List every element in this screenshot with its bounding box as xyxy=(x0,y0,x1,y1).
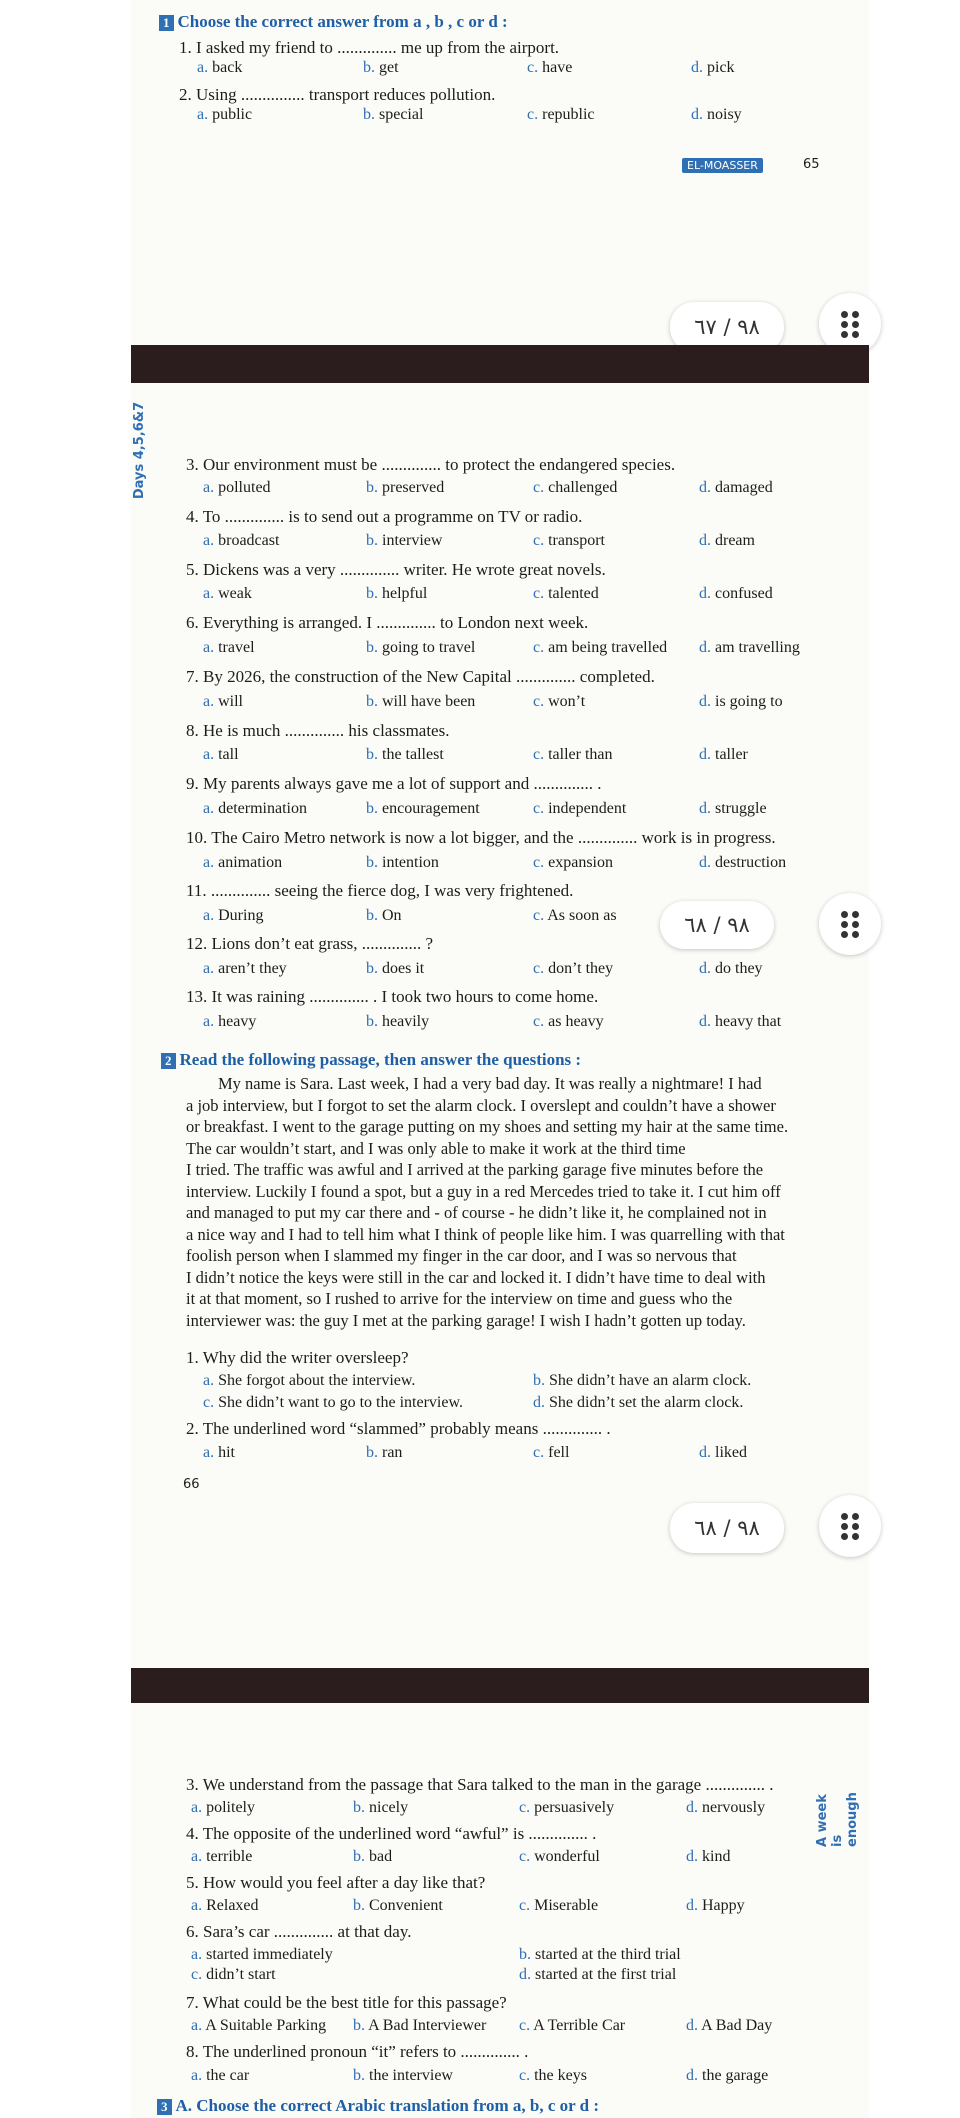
option-6b: b. going to travel xyxy=(366,639,476,656)
option-3b: b. nicely xyxy=(353,1799,409,1816)
option-4a: a. broadcast xyxy=(203,532,280,549)
option-3d: d. damaged xyxy=(699,479,773,496)
page-indicator: ٩٨ / ٦٨ xyxy=(660,901,774,949)
passage-line: My name is Sara. Last week, I had a very bad day. It was really a nightmare! I had xyxy=(218,1074,762,1093)
option-4a: a. terrible xyxy=(191,1848,253,1865)
option-2b: b. special xyxy=(363,106,424,123)
option-12b: b. does it xyxy=(366,960,425,977)
option-8c: c. taller than xyxy=(533,746,613,763)
option-8d: d. the garage xyxy=(686,2067,769,2084)
option-p1d: d. She didn’t set the alarm clock. xyxy=(533,1394,744,1411)
option-5b: b. helpful xyxy=(366,585,428,602)
option-9d: d. struggle xyxy=(699,800,767,817)
page-number: 66 xyxy=(183,1477,200,1492)
passage-line: The car wouldn’t start, and I was only able to make it work at the third time xyxy=(186,1138,686,1158)
passage-line: interview. Luckily I found a spot, but a guy in a red Mercedes tried to take it. I cut him off xyxy=(186,1181,781,1201)
question-9: 9. My parents always gave me a lot of support and .............. . xyxy=(186,774,602,793)
option-7b: b. will have been xyxy=(366,693,476,710)
option-1d: d. pick xyxy=(691,59,735,76)
option-6a: a. started immediately xyxy=(191,1946,333,1963)
option-6d: d. am travelling xyxy=(699,639,800,656)
option-p2a: a. hit xyxy=(203,1444,235,1461)
more-options-button[interactable] xyxy=(819,1495,881,1557)
question-2: 2. Using ............... transport reduces pollution. xyxy=(179,85,496,104)
option-6a: a. travel xyxy=(203,639,255,656)
question-4: 4. The opposite of the underlined word “awful” is .............. . xyxy=(186,1824,597,1843)
option-13b: b. heavily xyxy=(366,1013,430,1030)
option-10b: b. intention xyxy=(366,854,439,871)
question-6: 6. Everything is arranged. I .............. to London next week. xyxy=(186,613,589,632)
page-67 xyxy=(131,1703,869,2118)
option-2c: c. republic xyxy=(527,106,595,123)
option-4d: d. kind xyxy=(686,1848,731,1865)
option-9b: b. encouragement xyxy=(366,800,480,817)
option-7c: c. A Terrible Car xyxy=(519,2017,626,2034)
question-8: 8. The underlined pronoun “it” refers to .............. . xyxy=(186,2042,529,2061)
option-4d: d. dream xyxy=(699,532,755,549)
option-7d: d. is going to xyxy=(699,693,783,710)
side-label: Days 4,5,6&7 xyxy=(132,401,148,500)
option-p2b: b. ran xyxy=(366,1444,403,1461)
option-12a: a. aren’t they xyxy=(203,960,287,977)
option-6c: c. didn’t start xyxy=(191,1966,276,1983)
option-11b: b. On xyxy=(366,907,402,924)
option-8a: a. the car xyxy=(191,2067,250,2084)
passage-line: foolish person when I slammed my finger in the car door, and I was so nervous that xyxy=(186,1246,737,1265)
reading-passage xyxy=(186,1073,836,1331)
option-6b: b. started at the third trial xyxy=(519,1946,681,1963)
option-8b: b. the interview xyxy=(353,2067,453,2084)
passage-line: a nice way and I had to tell him what I think of people like him. I was quarrelling with that xyxy=(186,1224,785,1244)
option-10c: c. expansion xyxy=(533,854,613,871)
publisher-logo: EL-MOASSER xyxy=(682,158,763,173)
page-indicator: ٩٨ / ٦٨ xyxy=(670,1503,784,1553)
question-3: 3. Our environment must be .............. to protect the endangered species. xyxy=(186,455,676,474)
option-8a: a. tall xyxy=(203,746,239,763)
option-8c: c. the keys xyxy=(519,2067,587,2084)
page-number: 65 xyxy=(803,157,820,172)
passage-question-1: 1. Why did the writer oversleep? xyxy=(186,1348,409,1367)
option-2a: a. public xyxy=(197,106,253,123)
passage-line: I tried. The traffic was awful and I arrived at the parking garage five minutes before the xyxy=(186,1160,764,1179)
option-7c: c. won’t xyxy=(533,693,586,710)
page-indicator: ٩٨ / ٦٧ xyxy=(670,302,784,352)
option-11a: a. During xyxy=(203,907,264,924)
option-8b: b. the tallest xyxy=(366,746,444,763)
option-1b: b. get xyxy=(363,59,399,76)
passage-question-2: 2. The underlined word “slammed” probably means .............. . xyxy=(186,1419,611,1438)
option-p1a: a. She forgot about the interview. xyxy=(203,1372,416,1389)
question-1: 1. I asked my friend to .............. me up from the airport. xyxy=(179,38,560,57)
option-1a: a. back xyxy=(197,59,243,76)
option-12c: c. don’t they xyxy=(533,960,614,977)
option-13c: c. as heavy xyxy=(533,1013,604,1030)
page-65 xyxy=(131,0,869,345)
option-3c: c. persuasively xyxy=(519,1799,615,1816)
option-9c: c. independent xyxy=(533,800,627,817)
option-3a: a. politely xyxy=(191,1799,255,1816)
option-p2d: d. liked xyxy=(699,1444,747,1461)
passage-line: or breakfast. I went to the garage putting on my shoes and setting my hair at the same time. xyxy=(186,1117,789,1136)
question-4: 4. To .............. is to send out a programme on TV or radio. xyxy=(186,507,583,526)
page-separator xyxy=(131,345,869,383)
section-3-heading: 3 A. Choose the correct Arabic translation from a, b, c or d : xyxy=(157,2096,599,2116)
option-3a: a. polluted xyxy=(203,479,271,496)
option-5a: a. Relaxed xyxy=(191,1897,259,1914)
option-11c: c. As soon as xyxy=(533,907,617,924)
question-8: 8. He is much .............. his classmates. xyxy=(186,721,450,740)
option-2d: d. noisy xyxy=(691,106,742,123)
option-p2c: c. fell xyxy=(533,1444,570,1461)
option-13a: a. heavy xyxy=(203,1013,257,1030)
option-5c: c. Miserable xyxy=(519,1897,599,1914)
option-8d: d. taller xyxy=(699,746,748,763)
option-1c: c. have xyxy=(527,59,573,76)
page-separator xyxy=(131,1668,869,1703)
question-12: 12. Lions don’t eat grass, .............. ? xyxy=(186,934,434,953)
section-2-heading: 2 Read the following passage, then answer the questions : xyxy=(161,1050,581,1070)
section-1-heading: 1 Choose the correct answer from a , b , c or d : xyxy=(159,12,508,32)
question-7: 7. By 2026, the construction of the New Capital .............. completed. xyxy=(186,667,655,686)
option-9a: a. determination xyxy=(203,800,307,817)
question-7: 7. What could be the best title for this passage? xyxy=(186,1993,507,2012)
option-3b: b. preserved xyxy=(366,479,445,496)
section-number: 1 xyxy=(159,15,174,31)
option-7a: a. will xyxy=(203,693,243,710)
option-3c: c. challenged xyxy=(533,479,618,496)
option-6d: d. started at the first trial xyxy=(519,1966,677,1983)
passage-line: I didn’t notice the keys were still in the car and locked it. I didn’t have time to deal with xyxy=(186,1267,766,1287)
question-3: 3. We understand from the passage that Sara talked to the man in the garage .............. . xyxy=(186,1775,774,1794)
option-12d: d. do they xyxy=(699,960,763,977)
passage-line: it at that moment, so I rushed to arrive for the interview on time and guess who the xyxy=(186,1289,733,1308)
passage-line: a job interview, but I forgot to set the alarm clock. I overslept and couldn’t have a shower xyxy=(186,1095,776,1115)
question-13: 13. It was raining .............. . I took two hours to come home. xyxy=(186,987,599,1006)
option-5d: d. confused xyxy=(699,585,773,602)
side-label: A week is enough xyxy=(815,1792,860,1847)
option-p1b: b. She didn’t have an alarm clock. xyxy=(533,1372,752,1389)
option-5a: a. weak xyxy=(203,585,252,602)
option-p1c: c. She didn’t want to go to the interview. xyxy=(203,1394,463,1411)
option-7a: a. A Suitable Parking xyxy=(191,2017,327,2034)
option-13d: d. heavy that xyxy=(699,1013,782,1030)
option-4c: c. transport xyxy=(533,532,605,549)
option-4b: b. interview xyxy=(366,532,443,549)
option-5d: d. Happy xyxy=(686,1897,745,1914)
option-4c: c. wonderful xyxy=(519,1848,600,1865)
option-10a: a. animation xyxy=(203,854,283,871)
question-6: 6. Sara’s car .............. at that day. xyxy=(186,1922,412,1941)
question-10: 10. The Cairo Metro network is now a lot bigger, and the .............. work is in progress. xyxy=(186,828,776,847)
passage-line: interviewer was: the guy I met at the parking garage! I wish I hadn’t gotten up today. xyxy=(186,1310,746,1330)
option-3d: d. nervously xyxy=(686,1799,766,1816)
option-10d: d. destruction xyxy=(699,854,787,871)
option-7d: d. A Bad Day xyxy=(686,2017,773,2034)
question-5: 5. How would you feel after a day like that? xyxy=(186,1873,486,1892)
more-options-button[interactable] xyxy=(819,893,881,955)
option-5b: b. Convenient xyxy=(353,1897,443,1914)
option-6c: c. am being travelled xyxy=(533,639,668,656)
page-66 xyxy=(131,383,869,1668)
question-11: 11. .............. seeing the fierce dog, I was very frightened. xyxy=(186,881,574,900)
option-5c: c. talented xyxy=(533,585,599,602)
passage-line: and managed to put my car there and - of course - he didn’t like it, he complained not in xyxy=(186,1203,767,1222)
question-5: 5. Dickens was a very .............. writer. He wrote great novels. xyxy=(186,560,606,579)
option-7b: b. A Bad Interviewer xyxy=(353,2017,487,2034)
option-4b: b. bad xyxy=(353,1848,393,1865)
